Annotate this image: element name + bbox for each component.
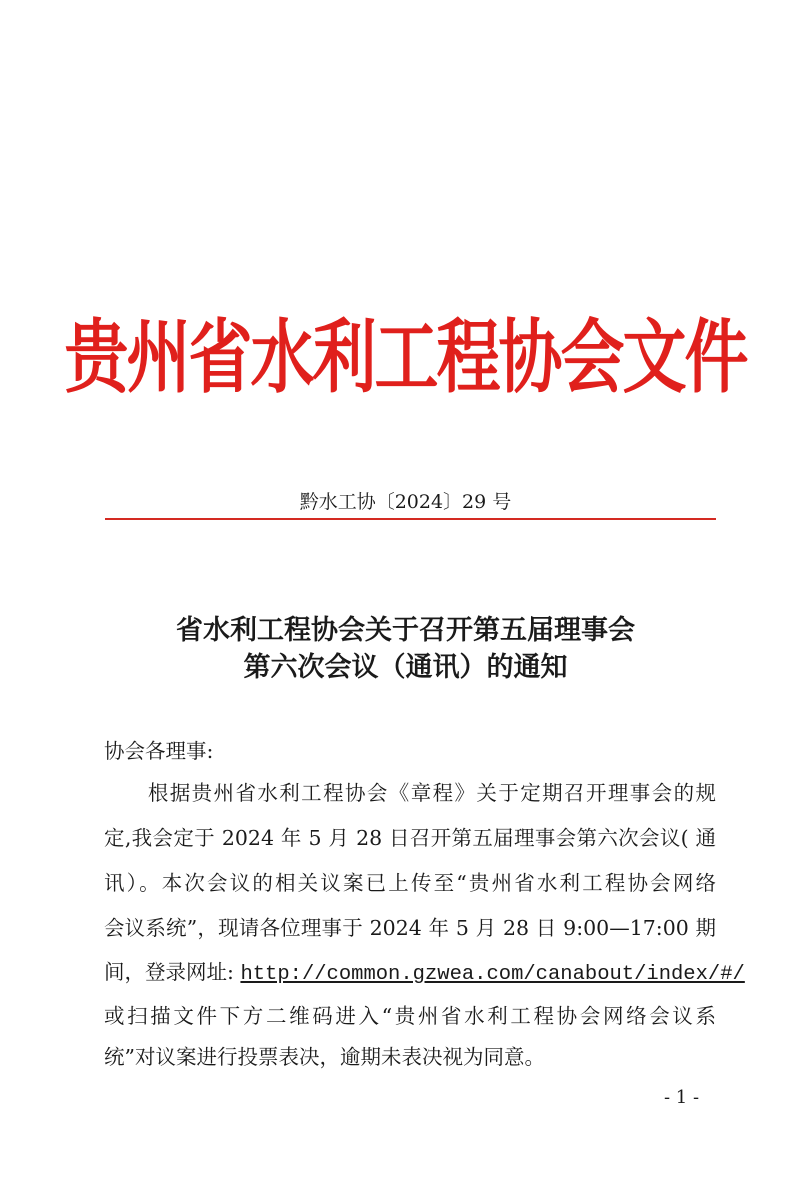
login-url-link[interactable]: http://common.gzwea.com/canabout/index/#/	[240, 963, 745, 986]
document-header-title: 贵州省水利工程协会文件	[64, 312, 747, 405]
salutation: 协会各理事:	[104, 739, 214, 763]
body-line: 讯）。本次会议的相关议案已上传至“贵州省水利工程协会网络	[104, 871, 716, 895]
body-line: 统”对议案进行投票表决，逾期未表决视为同意。	[104, 1045, 545, 1069]
header-divider	[105, 518, 716, 520]
body-line: 根据贵州省水利工程协会《章程》关于定期召开理事会的规	[104, 781, 716, 805]
url-prefix: 间，登录网址:	[104, 960, 241, 984]
notice-title-line-2: 第六次会议（通讯）的通知	[243, 652, 568, 683]
body-line: 会议系统”，现请各位理事于 2024 年 5 月 28 日 9:00—17:00 期	[104, 916, 716, 940]
body-line: 或扫描文件下方二维码进入“贵州省水利工程协会网络会议系	[104, 1004, 716, 1028]
notice-title-line-1: 省水利工程协会关于召开第五届理事会	[176, 615, 635, 646]
page-number: - 1 -	[664, 1087, 700, 1108]
body-line: 定,我会定于 2024 年 5 月 28 日召开第五届理事会第六次会议( 通	[104, 826, 716, 850]
url-line	[104, 955, 745, 986]
document-number: 黔水工协〔2024〕29 号	[299, 491, 512, 513]
